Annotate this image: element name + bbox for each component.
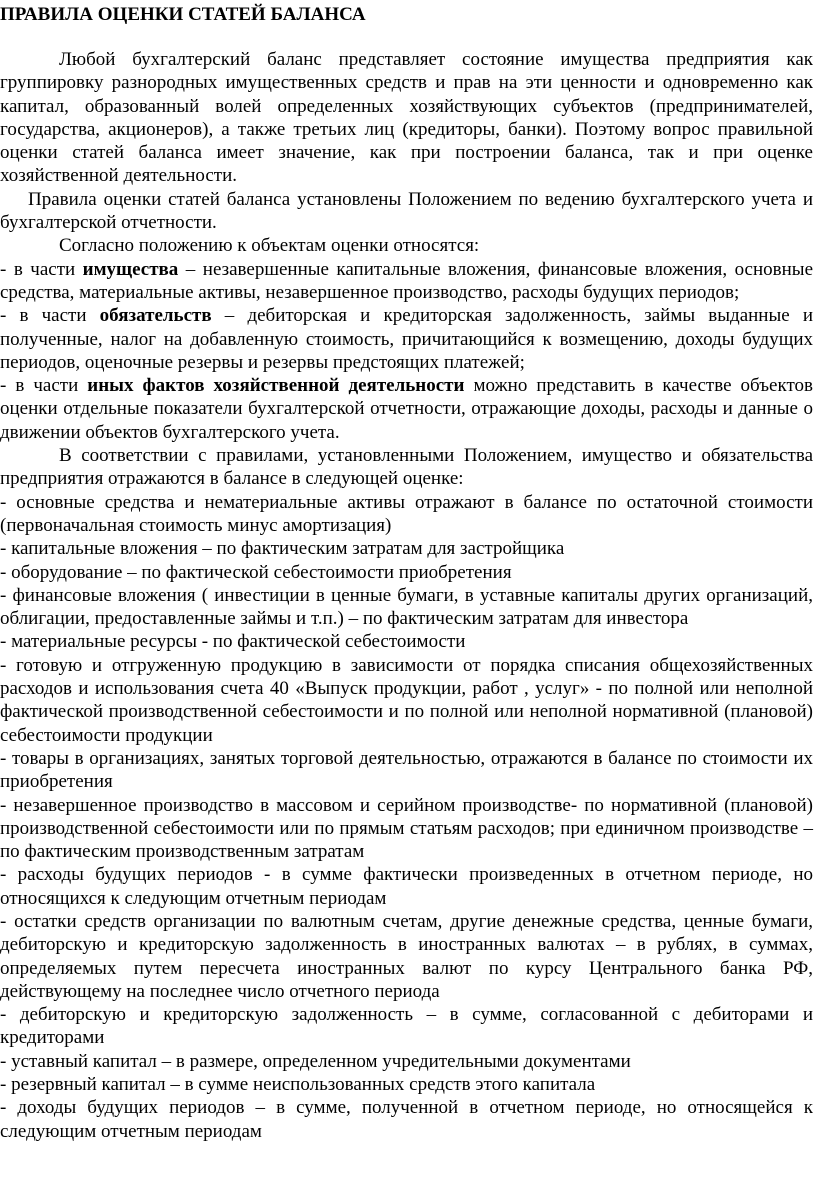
object-item-prefix: - в части [0, 258, 83, 280]
rules-established-paragraph: Правила оценки статей баланса установлены Положением по ведению бухгалтерского учета и бухгалтерской отчетности. [0, 188, 813, 234]
object-item-other-facts [0, 374, 813, 444]
valuation-item: - доходы будущих периодов – в сумме, полученной в отчетном периоде, но относящейся к следующим отчетным периодам [0, 1097, 813, 1142]
objects-intro-paragraph: Согласно положению к объектам оценки относятся: [59, 235, 480, 257]
object-item-bold-term: обязательств [99, 305, 212, 327]
valuation-item: - капитальные вложения – по фактическим затратам для застройщика [0, 538, 565, 560]
object-item-text: – незавершенные капитальные вложения, финансовые вложения, основные средства, материальные активы, незавершенное производство, расходы будущих периодов; [0, 258, 813, 303]
object-item-property [0, 258, 813, 305]
object-item-bold-term: иных фактов хозяйственной деятельности [87, 375, 465, 397]
object-item-prefix: - в части [0, 305, 100, 327]
valuation-item: - незавершенное производство в массовом и серийном производстве- по нормативной (плановой) производственной себестоимости или по прямым статьям расходов; при единичном производстве – по фактическим производственным затратам [0, 794, 813, 863]
object-item-prefix: - в части [0, 375, 88, 397]
valuation-item: - готовую и отгруженную продукцию в зависимости от порядка списания общехозяйственных расходов и использования счета 40 «Выпуск продукции, работ , услуг» - по полной или неполной фактической производственной себестоимости и по полной или неполной нормативной (плановой) себестоимости продукции [0, 654, 813, 746]
valuation-item: - расходы будущих периодов - в сумме фактически произведенных в отчетном периоде, но относящихся к следующим отчетным периодам [0, 864, 813, 909]
valuation-item: - товары в организациях, занятых торговой деятельностью, отражаются в балансе по стоимости их приобретения [0, 747, 813, 793]
document-title: ПРАВИЛА ОЦЕНКИ СТАТЕЙ БАЛАНСА [0, 4, 366, 25]
valuation-intro-paragraph: В соответствии с правилами, установленными Положением, имущество и обязательства предприятия отражаются в балансе в следующей оценке: [0, 445, 813, 490]
valuation-item: - остатки средств организации по валютным счетам, другие денежные средства, ценные бумаги, дебиторскую и кредиторскую задолженность в иностранных валютах – в рублях, в суммах, определяемых путем пересчета иностранных валют по курсу Центрального банка РФ, действующему на последнее число отчетного периода [0, 910, 813, 1002]
valuation-item: - уставный капитал – в размере, определенном учредительными документами [0, 1050, 631, 1072]
valuation-item: - резервный капитал – в сумме неиспользованных средств этого капитала [0, 1074, 596, 1096]
object-item-text: можно представить в качестве объектов оценки отдельные показатели бухгалтерской отчетности, отражающие доходы, расходы и данные о движении объектов бухгалтерского учета. [0, 375, 813, 443]
valuation-item: - финансовые вложения ( инвестиции в ценные бумаги, в уставные капиталы других организаций, облигации, предоставленные займы и т.п.) – по фактическим затратам для инвестора [0, 584, 813, 630]
object-item-obligations [0, 304, 813, 374]
object-item-bold-term: имущества [82, 258, 179, 280]
valuation-item: - материальные ресурсы - по фактической себестоимости [0, 631, 466, 653]
intro-paragraph: Любой бухгалтерский баланс представляет состояние имущества предприятия как группировку разнородных имущественных средств и прав на эти ценности и одновременно как капитал, образованный волей определенных хозяйствующих субъектов (предпринимателей, государства, акционеров), а также третьих лиц (кредиторы, банки). Поэтому вопрос правильной оценки статей баланса имеет значение, как при построении баланса, так и при оценке хозяйственной деятельности. [0, 49, 813, 187]
valuation-item: - основные средства и нематериальные активы отражают в балансе по остаточной стоимости (первоначальная стоимость минус амортизация) [0, 491, 813, 536]
valuation-item: - оборудование – по фактической себестоимости приобретения [0, 561, 512, 583]
object-item-text: – дебиторская и кредиторская задолженность, займы выданные и полученные, налог на добавленную стоимость, причитающийся к возмещению, доходы будущих периодов, оценочные резервы и резервы предстоящих платежей; [0, 305, 813, 373]
valuation-item: - дебиторскую и кредиторскую задолженность – в сумме, согласованной с дебиторами и кредиторами [0, 1004, 813, 1049]
